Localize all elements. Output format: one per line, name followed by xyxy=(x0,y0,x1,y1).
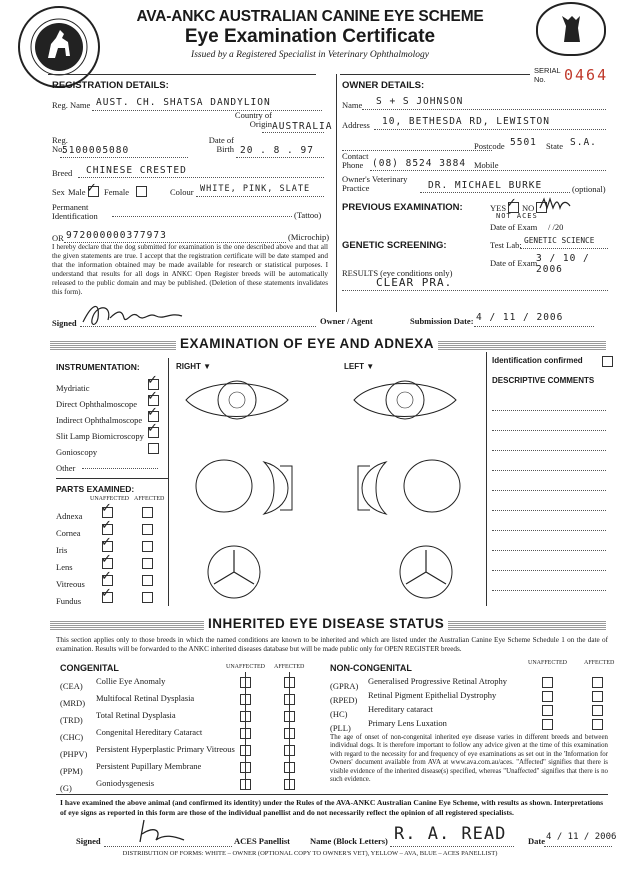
state-value[interactable]: S.A. xyxy=(570,137,597,148)
list-item: (PPM) Persistent Pupillary Membrane xyxy=(60,761,320,778)
owner-name-value[interactable]: S + S JOHNSON xyxy=(376,96,464,107)
check-mark-icon: ✓ xyxy=(147,373,158,388)
check-mark-icon: ✓ xyxy=(147,389,158,404)
check-mark-icon: ✓ xyxy=(101,586,112,601)
list-item: Fundus ✓ xyxy=(56,591,168,608)
country-label: Country of Origin xyxy=(234,110,272,129)
vet-label: Owner's Veterinary Practice xyxy=(342,174,408,193)
distribution-note: DISTRIBUTION OF FORMS: WHITE – OWNER (OPTIONAL COPY TO OWNER'S VET), YELLOW – AVA, BLUE – ACES PANELLIST) xyxy=(122,850,498,857)
section-divider-vertical xyxy=(336,74,337,312)
name-block-label: Name (Block Letters) xyxy=(310,836,388,846)
reg-no-label: Reg. No. xyxy=(52,135,68,154)
unaffected-col-label: UNAFFECTED xyxy=(528,660,568,666)
sex-label: Sex xyxy=(52,187,65,197)
affected-col-label: AFFECTED xyxy=(584,660,615,666)
permanent-id-label: Permanent Identification xyxy=(52,202,98,221)
check-mark-icon: ✓ xyxy=(101,535,112,550)
list-item: (PLL) Primary Lens Luxation xyxy=(330,718,608,732)
unaffected-checkbox[interactable] xyxy=(542,691,553,702)
submission-date[interactable]: 4 / 11 / 2006 xyxy=(476,312,564,323)
affected-checkbox[interactable] xyxy=(142,592,153,603)
list-item: Iris ✓ xyxy=(56,540,168,557)
owner-heading: OWNER DETAILS: xyxy=(342,80,425,91)
reg-name-label: Reg. Name xyxy=(52,100,91,110)
list-item: Vitreous ✓ xyxy=(56,574,168,591)
identification-checkbox[interactable] xyxy=(602,356,613,367)
list-item: (PHPV) Persistent Hyperplastic Primary Vitreous xyxy=(60,744,320,761)
check-mark-icon: ✓ xyxy=(86,181,97,196)
results-label: RESULTS (eye conditions only) xyxy=(342,268,453,278)
test-lab-label: Test Lab: xyxy=(490,240,522,250)
parts-heading: PARTS EXAMINED: xyxy=(56,484,135,494)
prev-date-label: Date of Exam xyxy=(490,222,538,232)
not-aces-note: NOT ACES xyxy=(496,212,538,220)
genetic-date-label: Date of Exam xyxy=(490,258,538,268)
affected-checkbox[interactable] xyxy=(592,705,603,716)
divider xyxy=(340,74,530,75)
affected-checkbox[interactable] xyxy=(142,575,153,586)
list-item: Cornea ✓ xyxy=(56,523,168,540)
affected-col-label: AFFECTED xyxy=(274,664,305,670)
unaffected-checkbox[interactable] xyxy=(542,705,553,716)
owner-name-label: Name xyxy=(342,100,363,110)
prev-yes-label: YES xyxy=(490,203,507,213)
descriptive-heading: DESCRIPTIVE COMMENTS xyxy=(492,376,595,385)
address-label: Address xyxy=(342,120,370,130)
check-mark-icon: ✓ xyxy=(101,501,112,516)
address-value[interactable]: 10, BETHESDA RD, LEWISTON xyxy=(382,116,550,127)
list-item: (CHC) Congenital Hereditary Cataract xyxy=(60,727,320,744)
previous-exam-label: PREVIOUS EXAMINATION: xyxy=(342,202,463,213)
dob-value[interactable]: 20 . 8 . 97 xyxy=(240,145,314,156)
instrument-list xyxy=(56,373,168,474)
dob-label: Date of Birth xyxy=(208,135,234,154)
or-label: OR xyxy=(52,233,64,243)
parts-list xyxy=(56,501,168,608)
colour-label: Colour xyxy=(170,187,194,197)
form-title: AVA-ANKC AUSTRALIAN CANINE EYE SCHEME xyxy=(136,8,484,25)
affected-checkbox[interactable] xyxy=(592,677,603,688)
owner-signed-label: Signed xyxy=(52,318,77,328)
panellist-name-value[interactable]: R. A. READ xyxy=(394,824,507,844)
vertical-strike-line xyxy=(245,672,246,790)
test-lab-value[interactable]: GENETIC SCIENCE xyxy=(524,236,595,245)
list-item: (GPRA) Generalised Progressive Retinal Atrophy xyxy=(330,676,608,690)
state-label: State xyxy=(546,141,563,151)
non-congenital-list xyxy=(330,676,608,732)
list-item: (MRD) Multifocal Retinal Dysplasia xyxy=(60,693,320,710)
affected-checkbox[interactable] xyxy=(142,558,153,569)
check-mark-icon: ✓ xyxy=(101,518,112,533)
instrumentation-heading: INSTRUMENTATION: xyxy=(56,362,140,372)
list-item: Direct Ophthalmoscope ✓ xyxy=(56,389,158,409)
list-item: (HC) Hereditary cataract xyxy=(330,704,608,718)
vertical-strike-line xyxy=(289,672,290,790)
panellist-signature[interactable] xyxy=(104,816,214,846)
inherited-section-title: INHERITED EYE DISEASE STATUS xyxy=(204,616,448,631)
breed-value[interactable]: CHINESE CRESTED xyxy=(86,165,187,176)
optional-label: (optional) xyxy=(572,184,606,194)
owner-agent-label: Owner / Agent xyxy=(320,316,373,326)
country-value[interactable]: AUSTRALIA xyxy=(272,121,333,132)
instrument-checkbox[interactable] xyxy=(148,443,159,454)
prev-no-label: NO xyxy=(522,203,535,213)
results-value[interactable]: CLEAR PRA. xyxy=(376,276,453,289)
reg-name-value[interactable]: AUST. CH. SHATSA DANDYLION xyxy=(96,97,271,108)
unaffected-col-label: UNAFFECTED xyxy=(226,664,266,670)
serial-label: SERIAL No. xyxy=(534,66,561,84)
age-of-onset-note: The age of onset of non-congenital inherited eye disease varies in different breeds and between individual dogs. It is therefore important to follow any advice given at the time of this examination with regard to the necessity for and frequency of eye examinations as set out in the 'Information for Owners' document available from AVA at www.ava.com.au/aces. "Affected" signifies that there is visible evidence of the inherited disease(s) specified, whereas "Unaffected" signifies that there is no such evidence. xyxy=(330,734,608,784)
list-item: Mydriatic ✓ xyxy=(56,373,158,393)
inherited-intro: This section applies only to those breeds in which the named conditions are known to be inherited and which are listed under the Australian Canine Eye Scheme Schedule 1 on the date of examination. Results will be forwarded to the ANKC inherited diseases database but will be made public only for OPEN REGISTER breeds. xyxy=(56,636,608,653)
congenital-list xyxy=(60,676,320,795)
congenital-heading: CONGENITAL xyxy=(60,663,119,673)
list-item: (RPED) Retinal Pigment Epithelial Dystrophy xyxy=(330,690,608,704)
male-label: Male xyxy=(68,187,86,197)
check-mark-icon: ✓ xyxy=(147,405,158,420)
exam-section-title: EXAMINATION OF EYE AND ADNEXA xyxy=(176,336,438,351)
exam-left-column-border xyxy=(168,358,169,606)
registration-heading: REGISTRATION DETAILS: xyxy=(52,80,169,91)
affected-checkbox[interactable] xyxy=(142,507,153,518)
right-eye-label: RIGHT ▼ xyxy=(176,362,212,371)
list-item: Other xyxy=(56,458,168,474)
list-item: Gonioscopy xyxy=(56,442,168,458)
breed-label: Breed xyxy=(52,168,73,178)
phone-value[interactable]: (08) 8524 3884 xyxy=(372,158,467,169)
footer-date-label: Date xyxy=(528,836,545,846)
genetic-screening-label: GENETIC SCREENING: xyxy=(342,240,447,251)
list-item: Indirect Ophthalmoscope ✓ xyxy=(56,405,158,425)
affected-checkbox[interactable] xyxy=(592,691,603,702)
check-mark-icon: ✓ xyxy=(506,196,517,211)
left-eye-diagrams[interactable] xyxy=(334,370,484,610)
genetic-date-value[interactable]: 3 / 10 / 2006 xyxy=(536,253,590,275)
issued-by: Issued by a Registered Specialist in Veterinary Ophthalmology xyxy=(191,50,429,60)
mobile-label: Mobile xyxy=(474,160,499,170)
submission-label: Submission Date: xyxy=(410,316,474,326)
postcode-label: Postcode xyxy=(474,141,505,151)
form-subtitle: Eye Examination Certificate xyxy=(184,26,436,47)
list-item: (TRD) Total Retinal Dysplasia xyxy=(60,710,320,727)
divider xyxy=(48,74,316,75)
list-item: (CEA) Collie Eye Anomaly xyxy=(60,676,320,693)
tattoo-label: (Tattoo) xyxy=(294,210,322,220)
female-checkbox[interactable] xyxy=(136,186,147,197)
list-item: Adnexa ✓ xyxy=(56,506,168,523)
phone-label: Contact Phone xyxy=(342,151,369,170)
list-item: Slit Lamp Biomicroscopy ✓ xyxy=(56,421,158,441)
unaffected-checkbox[interactable] xyxy=(542,719,553,730)
affected-checkbox[interactable] xyxy=(592,719,603,730)
panellist-statement: I have examined the above animal (and confirmed its identity) under the Rules of the AVA-ANKC Australian Canine Eye Scheme, with results as shown. Interpretations of eye signs as reported in this form are those of the individual panellist and do not necessarily reflect the opinion of all registered specialists. xyxy=(60,798,604,817)
left-eye-label: LEFT ▼ xyxy=(344,362,375,371)
microchip-value[interactable]: 972000000377973 xyxy=(66,230,167,241)
footer-date-value[interactable]: 4 / 11 / 2006 xyxy=(546,832,617,842)
serial-number: 0464 xyxy=(564,66,609,84)
check-mark-icon: ✓ xyxy=(147,421,158,436)
scribble-mark xyxy=(538,196,572,212)
unaffected-col-label: UNAFFECTED xyxy=(90,496,130,502)
check-mark-icon: ✓ xyxy=(101,552,112,567)
identification-label: Identification confirmed xyxy=(492,356,583,365)
affected-checkbox[interactable] xyxy=(142,524,153,535)
affected-col-label: AFFECTED xyxy=(134,496,165,502)
affected-checkbox[interactable] xyxy=(142,541,153,552)
check-mark-icon: ✓ xyxy=(101,569,112,584)
owner-declaration: I hereby declare that the dog submitted for examination is the one described above and that all the given statements are true. I accept that the registration certificate will be date stamped and that the information obtained may be made available for research or statistical purposes. I understand that results for all dogs in ANKC Open Register breeds will be automatically released to the public domain and may be published. (Deletion of these statements invalidates this form). xyxy=(52,243,328,296)
microchip-label: (Microchip) xyxy=(288,232,330,242)
panellist-label: ACES Panellist xyxy=(234,836,290,846)
panellist-signed-label: Signed xyxy=(76,836,101,846)
unaffected-checkbox[interactable] xyxy=(542,677,553,688)
postcode-value[interactable]: 5501 xyxy=(510,137,537,148)
right-eye-diagrams[interactable] xyxy=(176,370,326,610)
non-congenital-heading: NON-CONGENITAL xyxy=(330,663,412,673)
reg-no-value[interactable]: 5100005080 xyxy=(62,145,130,156)
exam-right-column-border xyxy=(486,352,487,606)
colour-value[interactable]: WHITE, PINK, SLATE xyxy=(200,184,311,194)
vet-value[interactable]: DR. MICHAEL BURKE xyxy=(428,180,543,191)
prev-date-value[interactable]: / /20 xyxy=(548,222,564,232)
female-label: Female xyxy=(104,187,130,197)
list-item: (G) Goniodysgenesis xyxy=(60,778,320,795)
list-item: Lens ✓ xyxy=(56,557,168,574)
